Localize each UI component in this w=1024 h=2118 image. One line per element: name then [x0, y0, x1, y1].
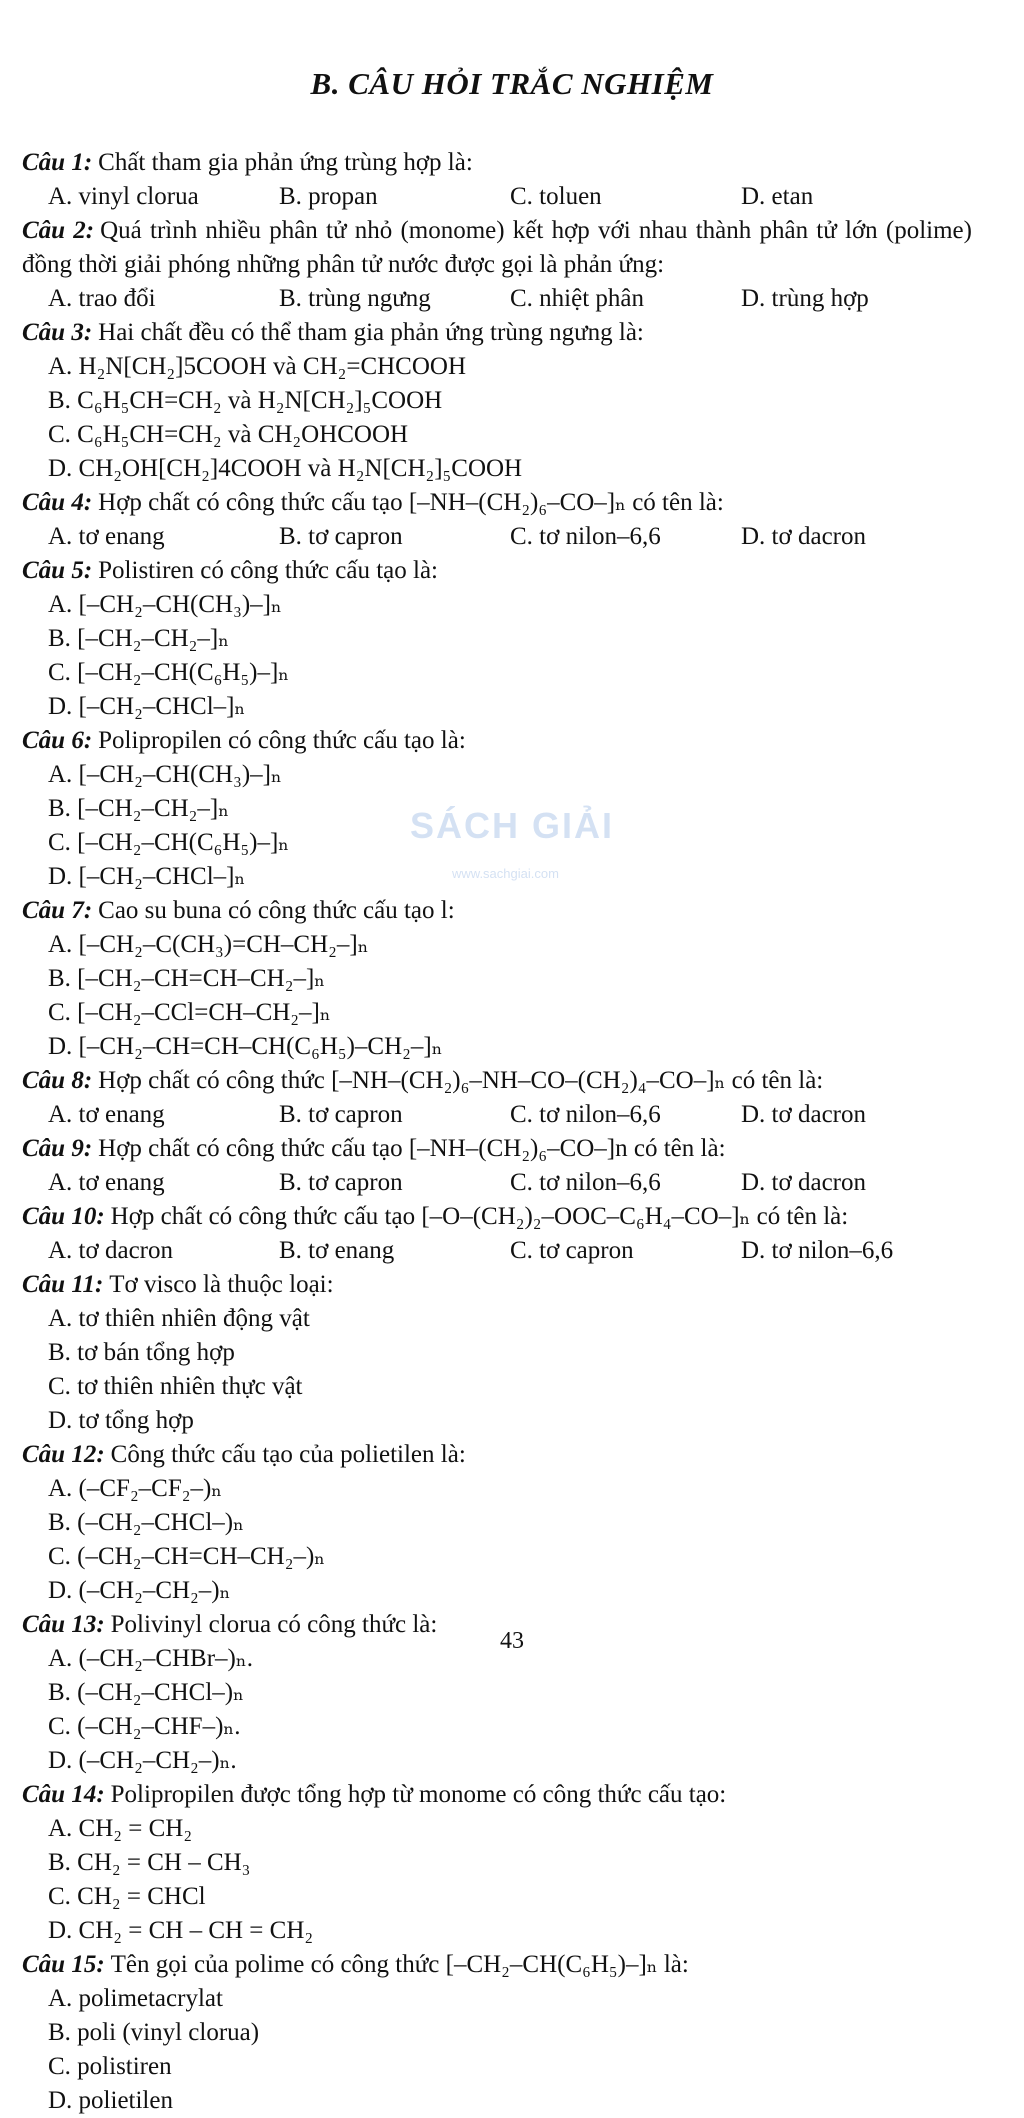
answer-options: [22, 1302, 972, 1438]
question-12: [22, 1438, 972, 1608]
answer-option-a: A. tơ enang: [48, 1101, 165, 1128]
answer-option-b: B. [–CH₂–CH₂–]ₙ: [48, 795, 230, 822]
page-number: 43: [500, 1628, 524, 1654]
answer-options: [22, 282, 972, 316]
answer-option-c: C. [–CH₂–CCl=CH–CH₂–]ₙ: [48, 999, 331, 1026]
answer-option-a: A. vinyl clorua: [48, 183, 199, 210]
answer-options: [22, 1812, 972, 1948]
answer-option-c: C. C₆H₅CH=CH₂ và CH₂OHCOOH: [48, 421, 409, 448]
answer-option-a: A. tơ enang: [48, 1169, 165, 1196]
question-stem: [22, 1200, 972, 1234]
question-3: [22, 316, 972, 486]
question-1: [22, 146, 972, 214]
question-text: Chất tham gia phản ứng trùng hợp là:: [98, 149, 473, 176]
question-stem: [22, 316, 972, 350]
answer-options: [22, 1166, 972, 1200]
question-9: [22, 1132, 972, 1200]
answer-options: [22, 1234, 972, 1268]
answer-option-d: D. tơ dacron: [741, 1101, 866, 1128]
answer-option-c: C. CH₂ = CHCl: [48, 1883, 206, 1910]
answer-option-c: C. tơ thiên nhiên thực vật: [48, 1373, 303, 1400]
question-7: [22, 894, 972, 1064]
question-stem: [22, 214, 972, 282]
answer-option-c: C. tơ capron: [510, 1237, 634, 1264]
question-stem: [22, 1132, 972, 1166]
question-stem: [22, 554, 972, 588]
answer-option-a: A. [–CH₂–CH(CH₃)–]ₙ: [48, 591, 282, 618]
answer-options: [22, 1472, 972, 1608]
question-stem: [22, 724, 972, 758]
answer-options: [22, 180, 972, 214]
answer-option-d: D. [–CH₂–CHCl–]ₙ: [48, 693, 246, 720]
answer-option-a: A. [–CH₂–CH(CH₃)–]ₙ: [48, 761, 282, 788]
question-number: Câu 1:: [22, 149, 93, 176]
answer-option-d: D. tơ nilon–6,6: [741, 1237, 894, 1264]
answer-options: [22, 1098, 972, 1132]
question-text: Hợp chất có công thức cấu tạo [–NH–(CH₂)₆–CO–]n có tên là:: [98, 1135, 726, 1162]
question-text: Polistiren có công thức cấu tạo là:: [98, 557, 438, 584]
answer-option-a: A. tơ thiên nhiên động vật: [48, 1305, 310, 1332]
answer-option-c: C. [–CH₂–CH(C₆H₅)–]ₙ: [48, 829, 290, 856]
answer-option-a: A. (–CF₂–CF₂–)ₙ: [48, 1475, 223, 1502]
question-stem: [22, 1778, 972, 1812]
answer-option-a: A. polimetacrylat: [48, 1985, 223, 2012]
answer-option-d: D. (–CH₂–CH₂–)ₙ: [48, 1577, 231, 1604]
question-number: Câu 2:: [22, 217, 95, 244]
watermark-logo: SÁCH GIẢI: [410, 805, 615, 846]
question-text: Tên gọi của polime có công thức [–CH₂–CH(C₆H₅)–]ₙ là:: [110, 1951, 689, 1978]
answer-options: [22, 1642, 972, 1778]
question-15: [22, 1948, 972, 2118]
answer-option-d: D. etan: [741, 183, 814, 210]
answer-option-d: D. polietilen: [48, 2087, 173, 2114]
question-stem: [22, 1268, 972, 1302]
question-text: Công thức cấu tạo của polietilen là:: [110, 1441, 466, 1468]
question-text: Quá trình nhiều phân tử nhỏ (monome) kết hợp với nhau thành phân tử lớn (polime) đồng thời giải phóng những phân tử nước được gọi là phản ứng:: [22, 217, 972, 278]
question-stem: [22, 486, 972, 520]
answer-option-d: D. [–CH₂–CH=CH–CH(C₆H₅)–CH₂–]ₙ: [48, 1033, 443, 1060]
question-list: [22, 146, 972, 2118]
answer-options: [22, 520, 972, 554]
question-2: [22, 214, 972, 316]
question-text: Polivinyl clorua có công thức là:: [110, 1611, 438, 1638]
answer-option-d: D. (–CH₂–CH₂–)ₙ.: [48, 1747, 237, 1774]
page-title: B. CÂU HỎI TRẮC NGHIỆM: [310, 66, 714, 101]
question-number: Câu 5:: [22, 557, 93, 584]
answer-option-b: B. tơ capron: [279, 1169, 403, 1196]
answer-option-c: C. [–CH₂–CH(C₆H₅)–]ₙ: [48, 659, 290, 686]
answer-option-a: A. [–CH₂–C(CH₃)=CH–CH₂–]ₙ: [48, 931, 369, 958]
answer-option-d: D. CH₂ = CH – CH = CH₂: [48, 1917, 314, 1944]
question-5: [22, 554, 972, 724]
question-number: Câu 15:: [22, 1951, 105, 1978]
answer-option-c: C. polistiren: [48, 2053, 172, 2080]
answer-option-b: B. tơ capron: [279, 523, 403, 550]
question-11: [22, 1268, 972, 1438]
question-14: [22, 1778, 972, 1948]
answer-option-d: D. tơ tổng hợp: [48, 1407, 194, 1434]
question-4: [22, 486, 972, 554]
question-number: Câu 11:: [22, 1271, 104, 1298]
question-stem: [22, 1064, 972, 1098]
question-10: [22, 1200, 972, 1268]
question-text: Hợp chất có công thức cấu tạo [–NH–(CH₂)₆–CO–]ₙ có tên là:: [98, 489, 724, 516]
answer-option-b: B. [–CH₂–CH=CH–CH₂–]ₙ: [48, 965, 326, 992]
answer-options: [22, 350, 972, 486]
answer-option-b: B. [–CH₂–CH₂–]ₙ: [48, 625, 230, 652]
answer-option-b: B. tơ enang: [279, 1237, 395, 1264]
question-number: Câu 3:: [22, 319, 93, 346]
answer-option-d: D. tơ dacron: [741, 1169, 866, 1196]
answer-option-d: D. [–CH₂–CHCl–]ₙ: [48, 863, 246, 890]
answer-option-d: D. tơ dacron: [741, 523, 866, 550]
answer-option-b: B. propan: [279, 183, 378, 210]
answer-option-b: B. tơ bán tổng hợp: [48, 1339, 235, 1366]
answer-option-b: B. poli (vinyl clorua): [48, 2019, 260, 2046]
question-number: Câu 10:: [22, 1203, 105, 1230]
answer-option-c: C. (–CH₂–CH=CH–CH₂–)ₙ: [48, 1543, 326, 1570]
answer-option-b: B. (–CH₂–CHCl–)ₙ: [48, 1509, 244, 1536]
answer-option-b: B. CH₂ = CH – CH₃: [48, 1849, 251, 1876]
watermark-url: www.sachgiai.com: [452, 866, 559, 881]
question-text: Polipropilen có công thức cấu tạo là:: [98, 727, 466, 754]
answer-option-d: D. trùng hợp: [741, 285, 869, 312]
answer-option-b: B. trùng ngưng: [279, 285, 431, 312]
question-stem: [22, 894, 972, 928]
answer-option-c: C. tơ nilon–6,6: [510, 1101, 661, 1128]
question-number: Câu 12:: [22, 1441, 105, 1468]
answer-option-b: B. (–CH₂–CHCl–)ₙ: [48, 1679, 244, 1706]
answer-option-a: A. tơ enang: [48, 523, 165, 550]
question-text: Hợp chất có công thức cấu tạo [–O–(CH₂)₂–OOC–C₆H₄–CO–]ₙ có tên là:: [110, 1203, 849, 1230]
question-number: Câu 7:: [22, 897, 93, 924]
answer-option-d: D. CH₂OH[CH₂]4COOH và H₂N[CH₂]₅COOH: [48, 455, 523, 482]
answer-option-c: C. (–CH₂–CHF–)ₙ.: [48, 1713, 241, 1740]
answer-option-c: C. tơ nilon–6,6: [510, 1169, 661, 1196]
question-number: Câu 8:: [22, 1067, 93, 1094]
answer-option-a: A. tơ dacron: [48, 1237, 173, 1264]
answer-options: [22, 928, 972, 1064]
question-number: Câu 13:: [22, 1611, 105, 1638]
question-text: Hợp chất có công thức [–NH–(CH₂)₆–NH–CO–(CH₂)₄–CO–]ₙ có tên là:: [98, 1067, 824, 1094]
question-number: Câu 6:: [22, 727, 93, 754]
question-number: Câu 4:: [22, 489, 93, 516]
answer-option-b: B. tơ capron: [279, 1101, 403, 1128]
question-stem: [22, 1438, 972, 1472]
answer-option-c: C. toluen: [510, 183, 602, 210]
answer-option-a: A. H₂N[CH₂]5COOH và CH₂=CHCOOH: [48, 353, 467, 380]
answer-option-a: A. trao đổi: [48, 285, 156, 312]
answer-option-a: A. (–CH₂–CHBr–)ₙ.: [48, 1645, 253, 1672]
answer-option-a: A. CH₂ = CH₂: [48, 1815, 193, 1842]
question-text: Polipropilen được tổng hợp từ monome có công thức cấu tạo:: [110, 1781, 727, 1808]
question-number: Câu 14:: [22, 1781, 105, 1808]
question-text: Tơ visco là thuộc loại:: [109, 1271, 334, 1298]
question-stem: [22, 146, 972, 180]
question-number: Câu 9:: [22, 1135, 93, 1162]
answer-options: [22, 1982, 972, 2118]
question-stem: [22, 1948, 972, 1982]
question-text: Hai chất đều có thể tham gia phản ứng trùng ngưng là:: [98, 319, 644, 346]
answer-options: [22, 588, 972, 724]
answer-option-c: C. tơ nilon–6,6: [510, 523, 661, 550]
answer-option-b: B. C₆H₅CH=CH₂ và H₂N[CH₂]₅COOH: [48, 387, 443, 414]
question-text: Cao su buna có công thức cấu tạo l:: [98, 897, 455, 924]
question-8: [22, 1064, 972, 1132]
answer-option-c: C. nhiệt phân: [510, 285, 645, 312]
